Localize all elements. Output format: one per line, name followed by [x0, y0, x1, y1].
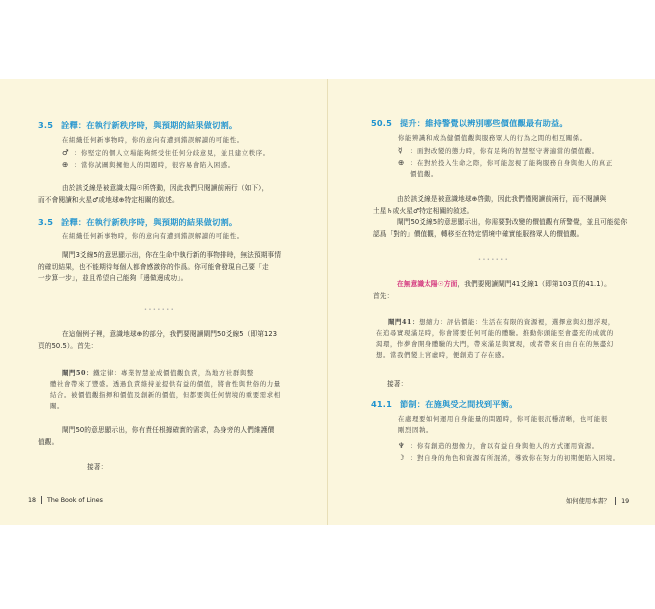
planet-item-text: ：面對改變的態力時，你有足夠的智慧堅守著適當的價值觀。 [410, 147, 599, 155]
planet-item [398, 440, 599, 452]
line-prefix: 詮釋： [61, 120, 87, 130]
gate-text: 在追尋實現滿足時，你會將要任何可能的體驗。推動你頭能至會盡充的成就的 [376, 329, 614, 337]
line-number: 50.5 [371, 118, 393, 128]
right-page [328, 79, 655, 525]
paragraph-line: 閘門50的意思顯示出，你有責任根據確實的需求，為身旁的人們維護價 [62, 426, 275, 434]
paragraph-line: 由於該爻線是被意識太陽☉所啓動，因此我們只閱讀前兩行（如下）， [62, 184, 269, 192]
book-title: The Book of Lines [47, 497, 103, 504]
gate-text: 結合。被價值觀指揮和價值及創新的價值，但都要與任何情境的重要需求相 [50, 391, 281, 399]
planet-item-text: ：對自身的角色和資源有所混淆，導致你在努力的初期便陷入困境。 [410, 454, 620, 462]
paragraph-line: 在這個例子裡，意識地球⊕的部分，我們要閱讀閘門50爻線5（即第123 [62, 330, 278, 338]
paragraph-line: 值觀。 [38, 437, 59, 446]
line-quote: 在組織任何新事物時，你的意向有遭到錯誤解讀的可能性。 [62, 136, 244, 144]
paragraph-line: 一步算一步」，並且希望自己能夠「邊做邊成功」。 [38, 274, 188, 282]
planet-item [62, 159, 235, 171]
unconscious-sun-label: 在無意識太陽☉方面 [397, 280, 458, 288]
footer-divider [41, 496, 42, 504]
paragraph [38, 250, 281, 285]
planet-item [398, 157, 613, 180]
gate-description [50, 368, 281, 412]
neptune-icon: ♆ [398, 441, 406, 450]
line-number: 3.5 [38, 217, 54, 227]
chapter-title: 如何使用本書？ [566, 498, 611, 505]
gate-text: 鐵定律：專業智慧並成價值觀負責，為地方社群與整 [93, 369, 254, 377]
section-heading [38, 217, 237, 228]
mars-icon: ♂ [62, 148, 70, 157]
line-number: 41.1 [371, 399, 393, 409]
paragraph-line: ，我們要閱讀閘門41爻線1（即第103頁的41.1）。 [457, 280, 611, 288]
quote-line: 在處理要如何運用自身能量的問題時，你可能很沉穩清晰，也可能很 [398, 415, 608, 423]
next-label: 接著： [387, 380, 408, 388]
paragraph-line: 而不會閱讀和火星♂或地球⊕特定相關的敘述。 [38, 195, 179, 204]
planet-item [398, 145, 599, 157]
gate-text: 想。當我們變上宮虛時，便創造了存在感。 [376, 351, 509, 359]
paragraph-line: 認爲「對的」價值觀，轉移至在特定情境中確實能服務眾人的價值觀。 [373, 229, 584, 238]
paragraph-line: 閘門3爻線5的意思顯示出，你在生命中執行新的事物排時，無法預期事情 [62, 251, 282, 259]
paragraph [373, 279, 611, 302]
paragraph-line: 首先： [373, 291, 394, 300]
line-number: 3.5 [38, 120, 54, 130]
next-label: 接著： [87, 463, 108, 471]
section-heading [371, 399, 517, 410]
page-number: 18 [28, 497, 37, 504]
gate-label: 閘門50： [62, 369, 94, 377]
paragraph-line: 由於該爻線是被意識地球⊕啓動，因此我們僅閱讀前兩行，而不閱讀與 [397, 195, 607, 203]
line-title: 在執行新秩序時，與預期的結果做切割。 [86, 120, 238, 130]
paragraph [38, 329, 277, 352]
paragraph [373, 194, 627, 240]
earth-icon: ⊕ [62, 160, 69, 169]
section-heading [38, 120, 237, 131]
paragraph [38, 183, 269, 206]
paragraph-line: 的確切結果，也不能期待每個人都會感激你的作爲。你可能會發現自己要「走 [38, 262, 269, 271]
planet-item-text: ：你堅定的個人立場能夠經受住任何分歧意見，並且建立秩序。 [74, 149, 270, 157]
paragraph-line: 閘門50爻線5的意思顯示出，你需要對改變的價值觀有所警覺，並且可能從你 [397, 218, 628, 226]
gate-text: 想縮力：評估價能：生活在有限的資源裡，選擇意與幻想浮現， [419, 318, 615, 326]
footer-divider [615, 497, 616, 505]
line-prefix: 詮釋： [61, 217, 87, 227]
line-prefix: 節制： [400, 399, 426, 409]
line-quote [398, 414, 608, 436]
gate-description [376, 317, 615, 361]
line-quote: 在組織任何新事物時，你的意向有遭到錯誤解讀的可能性。 [62, 232, 244, 240]
line-title: 在執行新秩序時，與預期的結果做切割。 [86, 217, 238, 227]
line-quote: 你能辨識和成為健價值觀與服務眾人的行為之間的相互關係。 [398, 134, 587, 142]
page-footer [566, 496, 629, 505]
section-separator: ••••••• [478, 257, 510, 263]
quote-line: 剛烈固執。 [398, 426, 433, 434]
line-title: 維持警覺以辨別哪些價值觀最有助益。 [425, 118, 568, 128]
section-separator: ••••••• [144, 307, 176, 313]
planet-item-text: ：你有創造的想像力，會以有益自身與他人的方式運用資源。 [410, 442, 599, 450]
line-title: 在施與受之間找到平衡。 [425, 399, 518, 409]
planet-item [62, 147, 270, 159]
paragraph [38, 425, 274, 448]
planet-item-text: ：在對於投入生命之際，你可能忽視了能夠服務自身與他人的真正 [410, 159, 613, 167]
paragraph-line: 土星♄或火星♂特定相關的敘述。 [373, 206, 474, 215]
gate-label: 閘門41： [388, 318, 420, 326]
line-prefix: 提升： [400, 118, 426, 128]
section-heading [371, 118, 568, 129]
page-number: 19 [621, 498, 630, 505]
planet-item [398, 452, 620, 464]
earth-icon: ⊕ [398, 158, 405, 167]
gate-text: 體社會帶來了豐盛。透過負責維持並提供有益的價值，將會性與世俗的力量 [50, 380, 281, 388]
planet-item-text: 價值觀。 [410, 170, 438, 178]
moon-icon: ☽ [398, 453, 406, 462]
left-page [0, 79, 327, 525]
planet-item-text: ：當你試圖與擁他人的問題時，很容易會陷入困惑。 [74, 161, 235, 169]
paragraph-line: 頁的50.5）。首先： [38, 341, 98, 350]
page-footer [28, 496, 103, 504]
gate-text: 關。 [50, 402, 64, 410]
mercury-icon: ☿ [398, 146, 404, 155]
gate-text: 渴環，作夢會開身體驗的大門，帶來滿足與實現，或者帶來自由自在的無盡幻 [376, 340, 614, 348]
